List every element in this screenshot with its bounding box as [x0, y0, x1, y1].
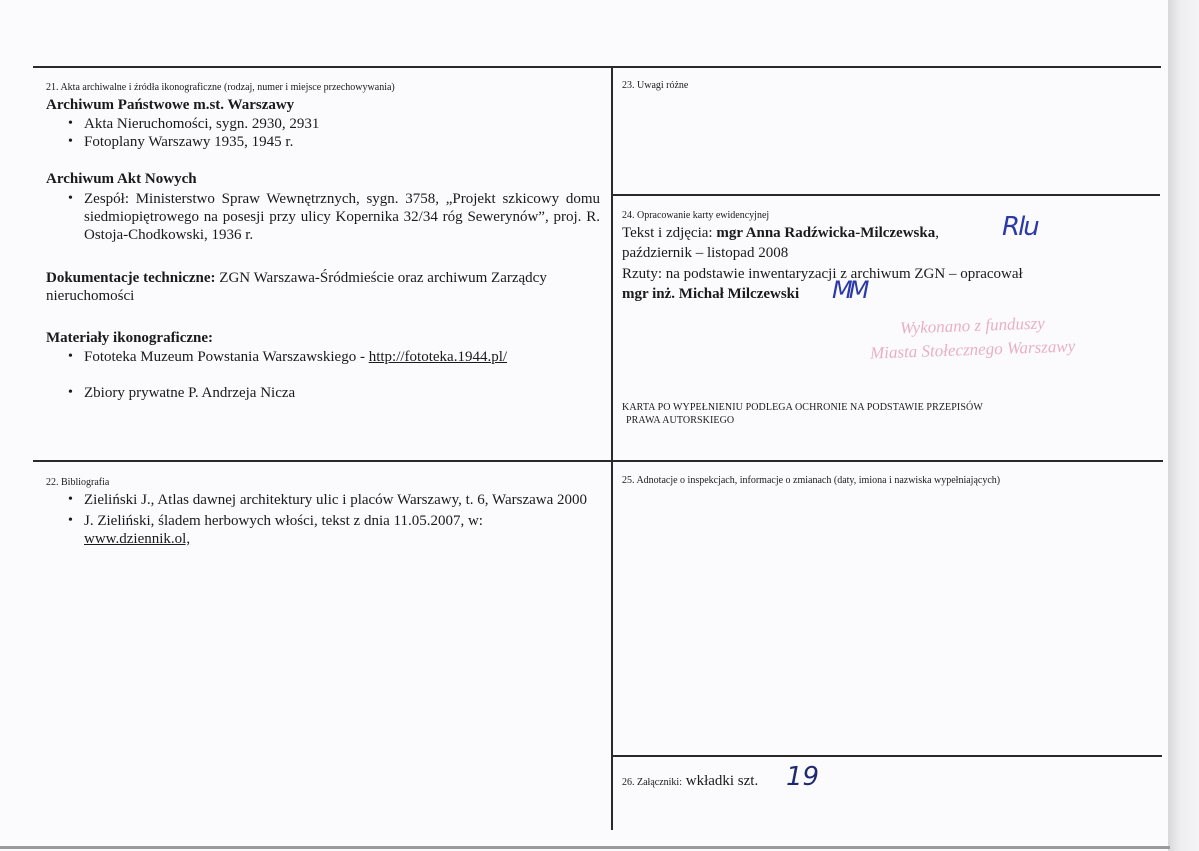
stamp-line-2: Miasta Stołecznego Warszawy	[869, 336, 1076, 363]
bibliography-list	[46, 491, 600, 548]
icono-item-1	[46, 348, 606, 366]
archive-2-title: Archiwum Akt Nowych	[46, 171, 197, 187]
scan-edge	[1168, 0, 1199, 851]
archive-2-item: • Zespół: Ministerstwo Spraw Wewnętrznych, sygn. 3758, „Projekt szkicowy domu siedmiopiętrowego na posesji przy ulicy Kopernika 32/34 róg Sewerynów”, proj. R. Ostoja-Chodkowski, 1936 r.	[46, 190, 600, 244]
archive-1-title: Archiwum Państwowe m.st. Warszawy	[46, 97, 295, 113]
section-25-label: 25. Adnotacje o inspekcjach, informacje o zmianach (daty, imiona i nazwiska wypełniających)	[622, 475, 1001, 486]
section-22-label: 22. Bibliografia	[46, 477, 110, 488]
author-name: mgr Anna Radźwicka-Milczewska	[716, 225, 936, 241]
tech-doc-title: Dokumentacje techniczne:	[46, 270, 216, 286]
icono-item-1-text: Fototeka Muzeum Powstania Warszawskiego -	[84, 349, 369, 365]
copyright-notice-2: PRAWA AUTORSKIEGO	[626, 415, 735, 426]
middle-rule	[33, 460, 1163, 462]
author-line	[622, 224, 939, 242]
archive-2-list	[46, 190, 600, 244]
section-26-label: 26. Załączniki:	[622, 777, 682, 788]
dziennik-link[interactable]: www.dziennik.ol,	[84, 531, 191, 547]
icono-list	[46, 348, 606, 402]
signature-1: Rlu	[1002, 212, 1038, 242]
archive-1-list	[46, 115, 606, 151]
author-suffix: ,	[935, 225, 939, 241]
plans-line: Rzuty: na podstawie inwentaryzacji z archiwum ZGN – opracował	[622, 266, 1023, 282]
section-23-label: 23. Uwagi różne	[622, 80, 689, 91]
fototeka-link[interactable]: http://fototeka.1944.pl/	[368, 349, 508, 365]
top-rule	[33, 66, 1161, 68]
attachments-text: wkładki szt.	[681, 773, 759, 789]
archive-1-item-2: • Fotoplany Warszawy 1935, 1945 r.	[46, 133, 606, 151]
bibliography-item-2	[46, 512, 600, 548]
right-rule-24	[612, 194, 1160, 196]
section-24-label: 24. Opracowanie karty ewidencyjnej	[622, 210, 770, 221]
bibliography-item-2-text: J. Zieliński, śladem herbowych włości, tekst z dnia 11.05.2007, w:	[84, 513, 483, 529]
right-rule-26	[612, 755, 1162, 757]
bibliography-item-1: • Zieliński J., Atlas dawnej architektury ulic i placów Warszawy, t. 6, Warszawa 2000	[46, 491, 600, 509]
date-line: październik – listopad 2008	[622, 245, 789, 261]
tech-doc	[46, 269, 566, 305]
attachments-line	[622, 772, 758, 790]
attachments-count: 19	[786, 762, 820, 792]
copyright-notice-1: KARTA PO WYPEŁNIENIU PODLEGA OCHRONIE NA PODSTAWIE PRZEPISÓW	[622, 402, 983, 413]
signature-2: MM	[832, 276, 866, 304]
icono-title: Materiały ikonograficzne:	[46, 330, 214, 346]
tech-doc-text: ZGN Warszawa-Śródmieście oraz archiwum Zarządcy nieruchomości	[46, 270, 547, 304]
bottom-edge	[0, 846, 1170, 849]
archive-1-item-1: • Akta Nieruchomości, sygn. 2930, 2931	[46, 115, 606, 133]
column-divider	[611, 66, 613, 830]
plans-author: mgr inż. Michał Milczewski	[622, 286, 800, 302]
section-21-label: 21. Akta archiwalne i źródła ikonograficzne (rodzaj, numer i miejsce przechowywania)	[46, 82, 395, 93]
stamp-line-1: Wykonano z funduszy	[899, 313, 1046, 338]
author-prefix: Tekst i zdjęcia:	[622, 225, 717, 241]
icono-item-2: • Zbiory prywatne P. Andrzeja Nicza	[46, 384, 606, 402]
